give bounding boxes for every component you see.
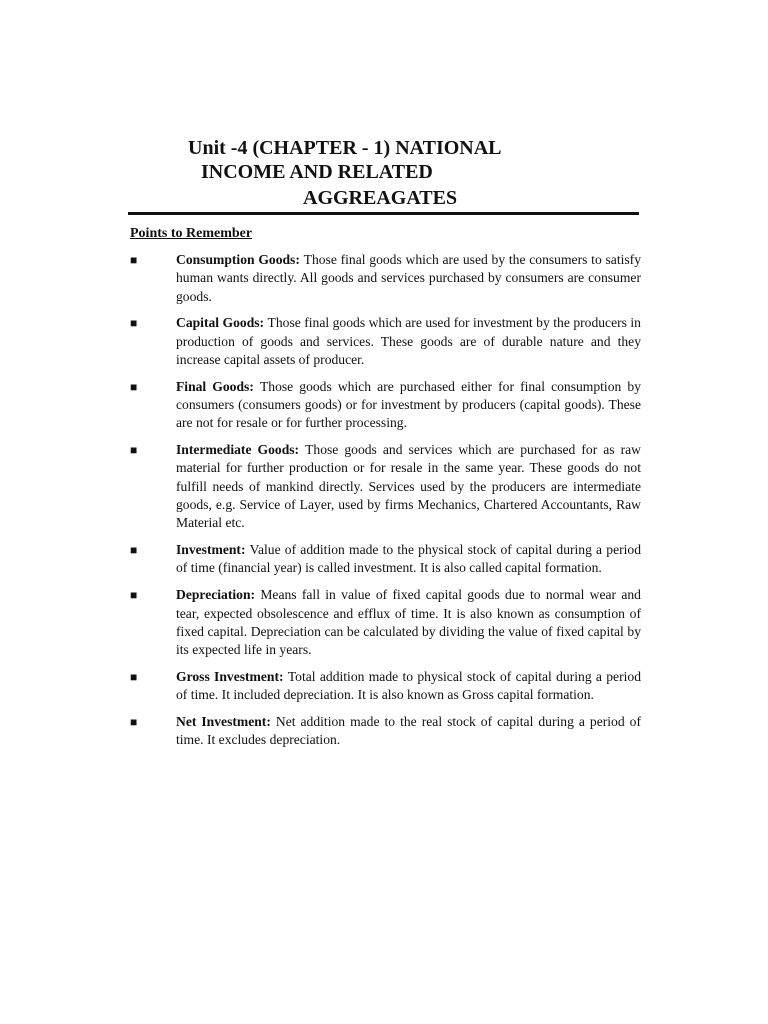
list-item	[130, 668, 641, 705]
item-text: Means fall in value of fixed capital goods due to normal wear and tear, expected obsolescence and efflux of time. It is also known as consumption of fixed capital. Depreciation can be calculated by dividing the value of fixed capital by its expected life in years.	[176, 587, 641, 658]
item-term: Net Investment:	[176, 714, 276, 730]
list-item	[130, 586, 641, 659]
item-term: Capital Goods:	[176, 315, 268, 331]
item-term: Consumption Goods:	[176, 252, 304, 267]
bullet-square-icon: ■	[130, 715, 138, 730]
title-line-2: INCOME AND RELATED	[201, 161, 433, 183]
section-heading: Points to Remember	[130, 226, 253, 241]
bullet-square-icon: ■	[130, 253, 138, 267]
list-item	[130, 441, 641, 532]
item-text: Value of addition made to the physical stock of capital during a period of time (financial year) is called investment. It is also called capital formation.	[176, 542, 641, 576]
list-item	[130, 251, 641, 306]
bullet-square-icon: ■	[130, 588, 138, 603]
list-item	[130, 378, 641, 433]
item-text: Those goods which are purchased either for final consumption by consumers (consumers goods) or for investment by producers (capital goods). These are not for resale or for further processing.	[176, 378, 641, 431]
item-text: Net addition made to the real stock of capital during a period of time. It excludes depreciation.	[176, 714, 641, 748]
title-line-3: AGGREAGATES	[303, 187, 458, 209]
item-text: Those goods and services which are purchased for as raw material for further production or for resale in the same year. These goods do not fulfill needs of mankind directly. Services used by the producers are intermediate goods, e.g. Service of Layer, used by firms Mechanics, Chartered Accountants, Raw Material etc.	[176, 442, 641, 531]
title-divider	[128, 212, 639, 215]
item-term: Final Goods:	[176, 378, 260, 394]
item-text: Total addition made to physical stock of capital during a period of time. It included depreciation. It is also known as Gross capital formation.	[176, 668, 641, 703]
item-term: Intermediate Goods:	[176, 442, 306, 458]
bullet-list	[130, 251, 641, 758]
list-item	[130, 314, 641, 369]
bullet-square-icon: ■	[130, 669, 138, 684]
bullet-square-icon: ■	[130, 379, 138, 394]
title-line-1: Unit -4 (CHAPTER - 1) NATIONAL	[188, 137, 502, 159]
bullet-square-icon: ■	[130, 443, 138, 458]
bullet-square-icon: ■	[130, 543, 138, 558]
item-term: Gross Investment:	[176, 668, 288, 684]
item-text: Those final goods which are used by the consumers to satisfy human wants directly. All goods and services purchased by consumers are consumer goods.	[176, 252, 641, 304]
item-term: Investment:	[176, 542, 250, 558]
item-term: Depreciation:	[176, 587, 261, 603]
bullet-square-icon: ■	[130, 316, 138, 331]
list-item	[130, 713, 641, 750]
item-text: Those final goods which are used for investment by the producers in production of goods and services. These goods are of durable nature and they increase capital assets of producer.	[176, 315, 641, 367]
list-item	[130, 541, 641, 578]
